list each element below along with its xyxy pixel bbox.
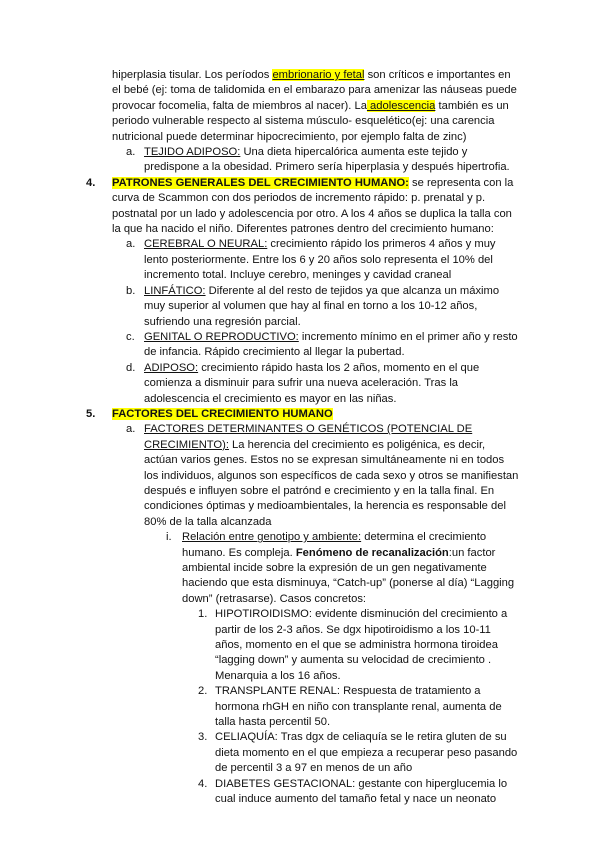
case-transplante-renal: 2. TRANSPLANTE RENAL: Respuesta de tratamiento a hormona rhGH en niño con transplante renal, aumenta de talla hasta percentil 50. [198, 685, 502, 729]
section-4-heading: 4. PATRONES GENERALES DEL CRECIMIENTO HUMANO: se representa con la curva de Scammon con dos periodos de incremento rápido: p. prenatal y p. postnatal por un lado y adolescencia por otro. A los 4 años se duplica la talla con la que ha nacido el niño. Diferentes patrones dentro del crecimiento humano: [86, 176, 514, 236]
case-hipotiroidismo: 1. HIPOTIROIDISMO: evidente disminución del crecimiento a partir de los 2-3 años. Se dgx hipotiroidismo a los 10-11 años, momento en el que se administra hormona tiroidea “lagging down” y aumenta su velocidad de crecimiento . Menarquia a los 16 años. [198, 608, 508, 682]
section-title: FACTORES DEL CRECIMIENTO HUMANO [112, 407, 333, 420]
section-5-heading [86, 407, 520, 422]
list-item-linfatico: b. LINFÁTICO: Diferente al del resto de tejidos ya que alcanza un máximo muy superior al volumen que hay al final en torno a los 10-12 años, sufriendo una regresión parcial. [126, 284, 500, 328]
section-number: 5. [86, 407, 96, 420]
list-item-genital: c. GENITAL O REPRODUCTIVO: incremento mínimo en el primer año y resto de infancia. Rápido crecimiento al llegar la pubertad. [126, 330, 518, 359]
highlight-adolescencia: adolescencia [366, 99, 436, 112]
list-item-genotipo-ambiente: i. Relación entre genotipo y ambiente: determina el crecimiento humano. Es compleja. Fenómeno de recanalización:un factor ambiental incide sobre la expresión de un gen negativamente haciendo que esta disminuya, “Catch-up” (ponerse al día) “Lagging down” (retrasarse). Casos concretos: [166, 531, 515, 605]
list-item-cerebral: a. CEREBRAL O NEURAL: crecimiento rápido los primeros 4 años y muy lento posteriormente. Entre los 6 y 20 años solo representa el 10% del incremento total. Incluye cerebro, meninges y cavidad craneal [126, 238, 496, 282]
list-item-adiposo: d. ADIPOSO: crecimiento rápido hasta los 2 años, momento en el que comienza a disminuir para sufrir una nueva aceleración. Tras la adolescencia el crecimiento es mayor en las niñas. [126, 361, 480, 405]
case-diabetes-gestacional: 4. DIABETES GESTACIONAL: gestante con hiperglucemia lo cual induce aumento del tamaño fetal y nace un neonato [198, 777, 508, 806]
document-body [86, 68, 520, 808]
intro-paragraph: hiperplasia tisular. Los períodos embrionario y fetal son críticos e importantes en el bebé (ej: toma de talidomida en el embarazo para amenizar las náuseas puede provocar focomelia, falta de miembros al nacer). La adolescencia también es un periodo vulnerable respecto al sistema músculo- esquelético(ej: una carencia nutricional puede determinar hipocrecimiento, por ejemplo falta de zinc) [112, 69, 517, 143]
list-item-factores-geneticos: a. FACTORES DETERMINANTES O GENÉTICOS (POTENCIAL DE CRECIMIENTO): La herencia del crecimiento es poligénica, es decir, actúan varios genes. Estos no se expresan simultáneamente ni en todos los individuos, algunos son específicos de cada sexo y otros se manifiestan después e influyen sobre el patrónd e crecimiento y en la talla final. En condiciones óptimas y medioambientales, la herencia es responsable del 80% de la talla alcanzada [126, 423, 519, 528]
highlight-embrionario-fetal: embrionario y fetal [272, 69, 365, 81]
section-number: 4. [86, 176, 96, 189]
case-celiaquia: 3. CELIAQUÍA: Tras dgx de celiaquía se le retira gluten de su dieta momento en el que empieza a recuperar peso pasando de percentil 3 a 97 en menos de un año [198, 731, 518, 775]
list-item-tejido-adiposo: a. TEJIDO ADIPOSO: Una dieta hipercalórica aumenta este tejido y predispone a la obesidad. Primero sería hiperplasia y después hipertrofia. [126, 146, 510, 174]
section-title: PATRONES GENERALES DEL CRECIMIENTO HUMANO: [112, 176, 409, 189]
